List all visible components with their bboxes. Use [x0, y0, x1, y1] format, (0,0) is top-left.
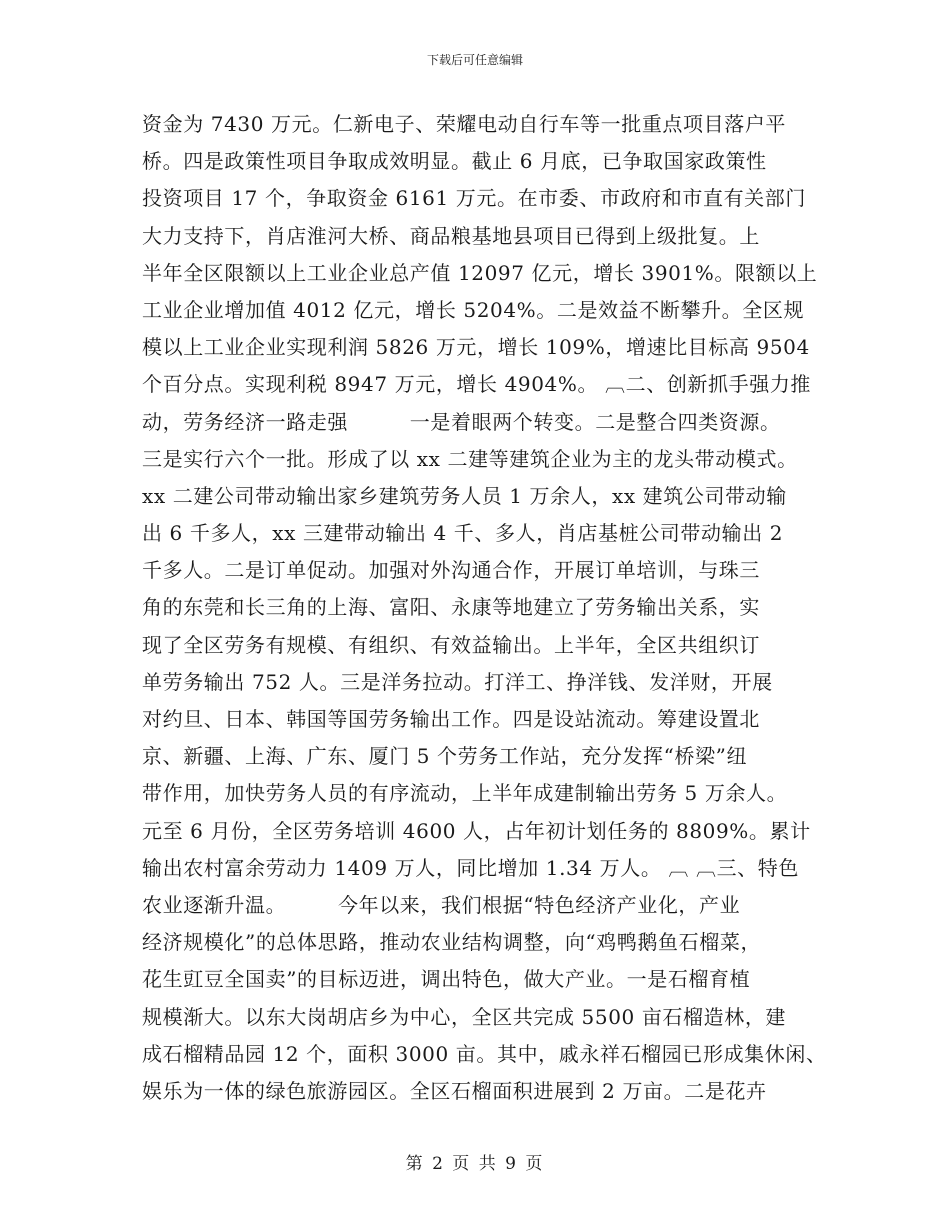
text-line: 出 6 千多人，xx 三建带动输出 4 千、多人，肖店基桩公司带动输出 2 [142, 521, 784, 546]
text-line: 现了全区劳务有规模、有组织、有效益输出。上半年，全区共组织订 [142, 632, 760, 657]
text-line: 投资项目 17 个，争取资金 6161 万元。在市委、市政府和市直有关部门 [142, 186, 806, 211]
text-line: 对约旦、日本、韩国等国劳务输出工作。四是设站流动。筹建设置北 [142, 707, 760, 731]
text-line: 娱乐为一体的绿色旅游园区。全区石榴面积进展到 2 万亩。二是花卉 [142, 1078, 767, 1103]
text-line: xx 二建公司带动输出家乡建筑劳务人员 1 万余人，xx 建筑公司带动输 [142, 483, 787, 508]
text-line: 半年全区限额以上工业企业总产值 12097 亿元，增长 3901%。限额以上 [142, 260, 818, 285]
text-line: 元至 6 月份，全区劳务培训 4600 人，占年初计划任务的 8809%。累计 [142, 818, 811, 843]
text-line: 资金为 7430 万元。仁新电子、荣耀电动自行车等一批重点项目落户平 [142, 112, 787, 136]
text-line: 成石榴精品园 12 个，面积 3000 亩。其中，戚永祥石榴园已形成集休闲、 [142, 1041, 827, 1066]
text-line: 输出农村富余劳动力 1409 万人，同比增加 1.34 万人。 ︹ ︹三、特色 [142, 855, 799, 880]
text-line: 单劳务输出 752 人。三是洋务拉动。打洋工、挣洋钱、发洋财，开展 [142, 669, 773, 694]
text-line: 京、新疆、上海、广东、厦门 5 个劳务工作站，充分发挥“桥梁”纽 [142, 744, 748, 769]
text-line: 模以上工业企业实现利润 5826 万元，增长 109%，增速比目标高 9504 [142, 335, 810, 360]
text-line: 经济规模化”的总体思路，推动农业结构调整，向“鸡鸭鹅鱼石榴菜， [142, 930, 762, 955]
text-line: 规模渐大。以东大岗胡店乡为中心，全区共完成 5500 亩石榴造林，建 [142, 1004, 787, 1029]
text-line: 动，劳务经济一路走强 一是着眼两个转变。二是整合四类资源。 [142, 409, 781, 434]
text-line: 带作用，加快劳务人员的有序流动，上半年成建制输出劳务 5 万余人。 [142, 781, 788, 806]
text-line: 工业企业增加值 4012 亿元，增长 5204%。二是效益不断攀升。全区规 [142, 297, 805, 322]
page-header: 下载后可任意编辑 [426, 53, 523, 67]
text-line: 大力支持下，肖店淮河大桥、商品粮基地县项目已得到上级批复。上 [142, 223, 760, 248]
document-body [142, 106, 832, 1110]
text-line: 个百分点。实现利税 8947 万元，增长 4904%。 ︹二、创新抓手强力推 [142, 372, 812, 397]
page-number-footer: 第 2 页 共 9 页 [405, 1154, 545, 1174]
text-line: 农业逐渐升温。 今年以来，我们根据“特色经济产业化，产业 [142, 892, 741, 917]
text-line: 桥。四是政策性项目争取成效明显。截止 6 月底，已争取国家政策性 [142, 149, 767, 174]
text-line: 三是实行六个一批。形成了以 xx 二建等建筑企业为主的龙头带动模式。 [142, 446, 798, 471]
text-line: 花生豇豆全国卖”的目标迈进，调出特色，做大产业。一是石榴育植 [142, 967, 751, 992]
text-line: 角的东莞和长三角的上海、富阳、永康等地建立了劳务输出关系，实 [142, 595, 760, 620]
text-line: 千多人。二是订单促动。加强对外沟通合作，开展订单培训，与珠三 [142, 558, 760, 583]
